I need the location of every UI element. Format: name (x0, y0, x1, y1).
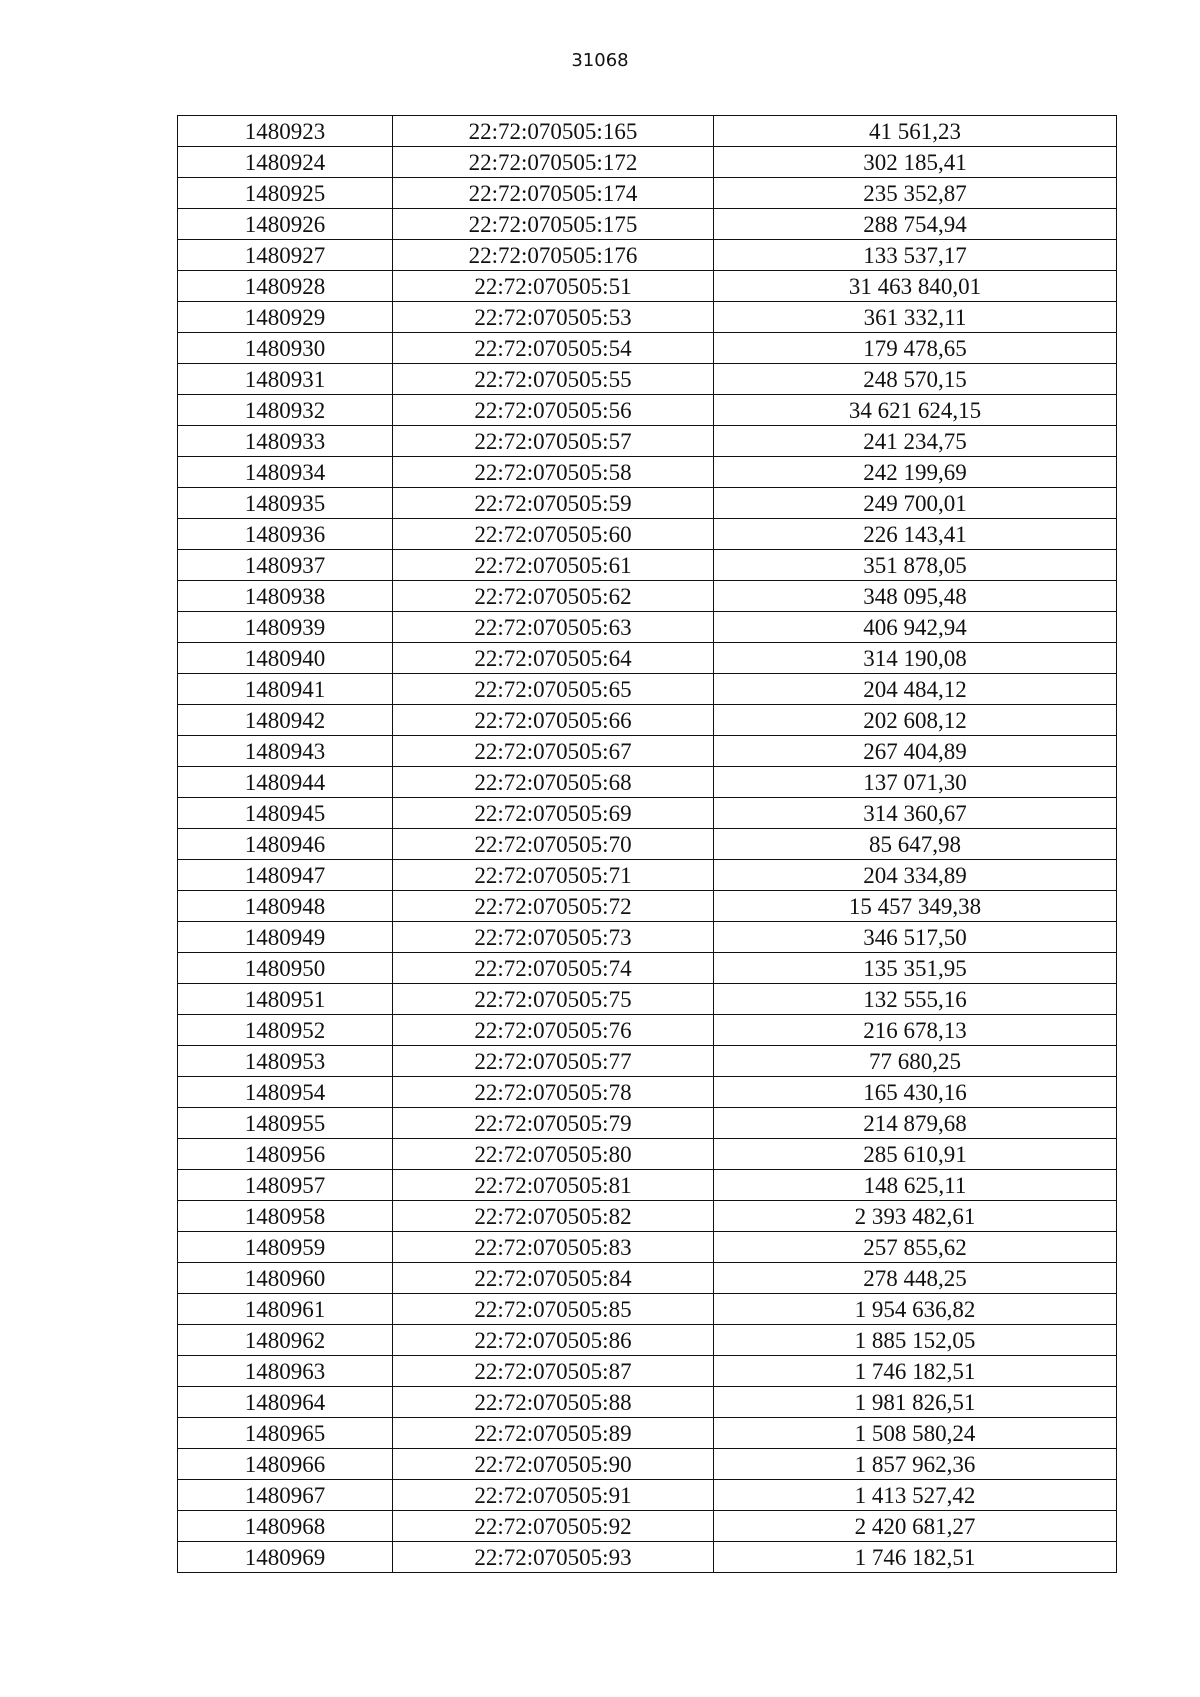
table-body (178, 116, 1117, 1573)
row-id-cell: 1480951 (178, 984, 393, 1015)
row-id-cell: 1480947 (178, 860, 393, 891)
table-row (178, 643, 1117, 674)
value-cell: 85 647,98 (714, 829, 1117, 860)
value-cell: 278 448,25 (714, 1263, 1117, 1294)
cadastral-number-cell: 22:72:070505:91 (393, 1480, 714, 1511)
table-row (178, 550, 1117, 581)
cadastral-number-cell: 22:72:070505:175 (393, 209, 714, 240)
row-id-cell: 1480937 (178, 550, 393, 581)
value-cell: 314 190,08 (714, 643, 1117, 674)
value-cell: 241 234,75 (714, 426, 1117, 457)
cadastral-number-cell: 22:72:070505:79 (393, 1108, 714, 1139)
value-cell: 1 885 152,05 (714, 1325, 1117, 1356)
row-id-cell: 1480968 (178, 1511, 393, 1542)
table-row (178, 1170, 1117, 1201)
cadastral-number-cell: 22:72:070505:174 (393, 178, 714, 209)
value-cell: 1 413 527,42 (714, 1480, 1117, 1511)
row-id-cell: 1480948 (178, 891, 393, 922)
row-id-cell: 1480952 (178, 1015, 393, 1046)
table-row (178, 829, 1117, 860)
row-id-cell: 1480941 (178, 674, 393, 705)
table-row (178, 860, 1117, 891)
row-id-cell: 1480965 (178, 1418, 393, 1449)
table-row (178, 147, 1117, 178)
value-cell: 148 625,11 (714, 1170, 1117, 1201)
cadastral-number-cell: 22:72:070505:92 (393, 1511, 714, 1542)
value-cell: 133 537,17 (714, 240, 1117, 271)
value-cell: 179 478,65 (714, 333, 1117, 364)
cadastral-number-cell: 22:72:070505:64 (393, 643, 714, 674)
table-row (178, 116, 1117, 147)
row-id-cell: 1480940 (178, 643, 393, 674)
table-row (178, 302, 1117, 333)
cadastral-number-cell: 22:72:070505:68 (393, 767, 714, 798)
row-id-cell: 1480926 (178, 209, 393, 240)
cadastral-number-cell: 22:72:070505:89 (393, 1418, 714, 1449)
row-id-cell: 1480945 (178, 798, 393, 829)
cadastral-number-cell: 22:72:070505:67 (393, 736, 714, 767)
cadastral-number-cell: 22:72:070505:61 (393, 550, 714, 581)
value-cell: 351 878,05 (714, 550, 1117, 581)
cadastral-number-cell: 22:72:070505:84 (393, 1263, 714, 1294)
value-cell: 132 555,16 (714, 984, 1117, 1015)
table-row (178, 457, 1117, 488)
table-row (178, 953, 1117, 984)
value-cell: 204 484,12 (714, 674, 1117, 705)
table-row (178, 426, 1117, 457)
row-id-cell: 1480967 (178, 1480, 393, 1511)
cadastral-number-cell: 22:72:070505:56 (393, 395, 714, 426)
cadastral-number-cell: 22:72:070505:63 (393, 612, 714, 643)
cadastral-number-cell: 22:72:070505:51 (393, 271, 714, 302)
table-row (178, 1387, 1117, 1418)
page-number: 31068 (571, 50, 629, 71)
cadastral-number-cell: 22:72:070505:82 (393, 1201, 714, 1232)
value-cell: 2 393 482,61 (714, 1201, 1117, 1232)
row-id-cell: 1480961 (178, 1294, 393, 1325)
row-id-cell: 1480928 (178, 271, 393, 302)
cadastral-number-cell: 22:72:070505:81 (393, 1170, 714, 1201)
cadastral-number-cell: 22:72:070505:73 (393, 922, 714, 953)
row-id-cell: 1480960 (178, 1263, 393, 1294)
table-row (178, 1356, 1117, 1387)
row-id-cell: 1480931 (178, 364, 393, 395)
row-id-cell: 1480936 (178, 519, 393, 550)
row-id-cell: 1480964 (178, 1387, 393, 1418)
value-cell: 1 508 580,24 (714, 1418, 1117, 1449)
cadastral-number-cell: 22:72:070505:57 (393, 426, 714, 457)
table-row (178, 209, 1117, 240)
cadastral-number-cell: 22:72:070505:54 (393, 333, 714, 364)
table-row (178, 1139, 1117, 1170)
table-row (178, 488, 1117, 519)
value-cell: 226 143,41 (714, 519, 1117, 550)
cadastral-number-cell: 22:72:070505:70 (393, 829, 714, 860)
cadastral-number-cell: 22:72:070505:88 (393, 1387, 714, 1418)
table-row (178, 1480, 1117, 1511)
table-row (178, 674, 1117, 705)
table-row (178, 519, 1117, 550)
table-row (178, 581, 1117, 612)
value-cell: 2 420 681,27 (714, 1511, 1117, 1542)
table-row (178, 1263, 1117, 1294)
cadastral-number-cell: 22:72:070505:66 (393, 705, 714, 736)
row-id-cell: 1480943 (178, 736, 393, 767)
value-cell: 267 404,89 (714, 736, 1117, 767)
value-cell: 346 517,50 (714, 922, 1117, 953)
row-id-cell: 1480966 (178, 1449, 393, 1480)
table-row (178, 891, 1117, 922)
row-id-cell: 1480946 (178, 829, 393, 860)
value-cell: 202 608,12 (714, 705, 1117, 736)
row-id-cell: 1480953 (178, 1046, 393, 1077)
cadastral-number-cell: 22:72:070505:74 (393, 953, 714, 984)
row-id-cell: 1480927 (178, 240, 393, 271)
row-id-cell: 1480963 (178, 1356, 393, 1387)
value-cell: 248 570,15 (714, 364, 1117, 395)
table-row (178, 612, 1117, 643)
value-cell: 216 678,13 (714, 1015, 1117, 1046)
cadastral-number-cell: 22:72:070505:86 (393, 1325, 714, 1356)
table-row (178, 1232, 1117, 1263)
value-cell: 137 071,30 (714, 767, 1117, 798)
value-cell: 15 457 349,38 (714, 891, 1117, 922)
row-id-cell: 1480944 (178, 767, 393, 798)
cadastral-number-cell: 22:72:070505:76 (393, 1015, 714, 1046)
table-row (178, 364, 1117, 395)
table-row (178, 1294, 1117, 1325)
row-id-cell: 1480950 (178, 953, 393, 984)
row-id-cell: 1480934 (178, 457, 393, 488)
value-cell: 1 981 826,51 (714, 1387, 1117, 1418)
row-id-cell: 1480962 (178, 1325, 393, 1356)
table-row (178, 333, 1117, 364)
row-id-cell: 1480942 (178, 705, 393, 736)
table-row (178, 922, 1117, 953)
table-row (178, 798, 1117, 829)
row-id-cell: 1480935 (178, 488, 393, 519)
table-row (178, 395, 1117, 426)
value-cell: 1 857 962,36 (714, 1449, 1117, 1480)
cadastral-number-cell: 22:72:070505:78 (393, 1077, 714, 1108)
cadastral-number-cell: 22:72:070505:87 (393, 1356, 714, 1387)
cadastral-number-cell: 22:72:070505:165 (393, 116, 714, 147)
cadastral-number-cell: 22:72:070505:62 (393, 581, 714, 612)
value-cell: 165 430,16 (714, 1077, 1117, 1108)
row-id-cell: 1480932 (178, 395, 393, 426)
value-cell: 235 352,87 (714, 178, 1117, 209)
row-id-cell: 1480925 (178, 178, 393, 209)
cadastral-number-cell: 22:72:070505:53 (393, 302, 714, 333)
table-row (178, 1201, 1117, 1232)
cadastral-number-cell: 22:72:070505:176 (393, 240, 714, 271)
cadastral-number-cell: 22:72:070505:83 (393, 1232, 714, 1263)
cadastral-number-cell: 22:72:070505:60 (393, 519, 714, 550)
value-cell: 242 199,69 (714, 457, 1117, 488)
table-row (178, 1325, 1117, 1356)
table-row (178, 1542, 1117, 1573)
table-row (178, 178, 1117, 209)
table-row (178, 240, 1117, 271)
cadastral-number-cell: 22:72:070505:72 (393, 891, 714, 922)
value-cell: 348 095,48 (714, 581, 1117, 612)
table-row (178, 1077, 1117, 1108)
value-cell: 31 463 840,01 (714, 271, 1117, 302)
value-cell: 257 855,62 (714, 1232, 1117, 1263)
table-row (178, 1015, 1117, 1046)
table-row (178, 1046, 1117, 1077)
row-id-cell: 1480933 (178, 426, 393, 457)
cadastral-number-cell: 22:72:070505:55 (393, 364, 714, 395)
data-table (177, 115, 1117, 1573)
table-row (178, 1108, 1117, 1139)
value-cell: 77 680,25 (714, 1046, 1117, 1077)
cadastral-number-cell: 22:72:070505:59 (393, 488, 714, 519)
row-id-cell: 1480949 (178, 922, 393, 953)
value-cell: 285 610,91 (714, 1139, 1117, 1170)
cadastral-number-cell: 22:72:070505:85 (393, 1294, 714, 1325)
table-row (178, 767, 1117, 798)
table-row (178, 1418, 1117, 1449)
row-id-cell: 1480955 (178, 1108, 393, 1139)
row-id-cell: 1480958 (178, 1201, 393, 1232)
value-cell: 1 746 182,51 (714, 1542, 1117, 1573)
row-id-cell: 1480929 (178, 302, 393, 333)
cadastral-number-cell: 22:72:070505:77 (393, 1046, 714, 1077)
cadastral-number-cell: 22:72:070505:93 (393, 1542, 714, 1573)
value-cell: 361 332,11 (714, 302, 1117, 333)
row-id-cell: 1480959 (178, 1232, 393, 1263)
value-cell: 214 879,68 (714, 1108, 1117, 1139)
table-row (178, 1511, 1117, 1542)
value-cell: 34 621 624,15 (714, 395, 1117, 426)
row-id-cell: 1480930 (178, 333, 393, 364)
value-cell: 204 334,89 (714, 860, 1117, 891)
cadastral-number-cell: 22:72:070505:69 (393, 798, 714, 829)
row-id-cell: 1480924 (178, 147, 393, 178)
value-cell: 288 754,94 (714, 209, 1117, 240)
row-id-cell: 1480956 (178, 1139, 393, 1170)
table-row (178, 984, 1117, 1015)
cadastral-number-cell: 22:72:070505:75 (393, 984, 714, 1015)
cadastral-number-cell: 22:72:070505:58 (393, 457, 714, 488)
row-id-cell: 1480938 (178, 581, 393, 612)
cadastral-number-cell: 22:72:070505:90 (393, 1449, 714, 1480)
row-id-cell: 1480923 (178, 116, 393, 147)
row-id-cell: 1480939 (178, 612, 393, 643)
table-row (178, 736, 1117, 767)
row-id-cell: 1480957 (178, 1170, 393, 1201)
row-id-cell: 1480954 (178, 1077, 393, 1108)
value-cell: 41 561,23 (714, 116, 1117, 147)
value-cell: 1 954 636,82 (714, 1294, 1117, 1325)
value-cell: 406 942,94 (714, 612, 1117, 643)
cadastral-number-cell: 22:72:070505:71 (393, 860, 714, 891)
value-cell: 249 700,01 (714, 488, 1117, 519)
value-cell: 1 746 182,51 (714, 1356, 1117, 1387)
value-cell: 314 360,67 (714, 798, 1117, 829)
cadastral-number-cell: 22:72:070505:172 (393, 147, 714, 178)
value-cell: 302 185,41 (714, 147, 1117, 178)
cadastral-number-cell: 22:72:070505:65 (393, 674, 714, 705)
table-row (178, 271, 1117, 302)
cadastral-number-cell: 22:72:070505:80 (393, 1139, 714, 1170)
row-id-cell: 1480969 (178, 1542, 393, 1573)
table-row (178, 705, 1117, 736)
table-row (178, 1449, 1117, 1480)
value-cell: 135 351,95 (714, 953, 1117, 984)
